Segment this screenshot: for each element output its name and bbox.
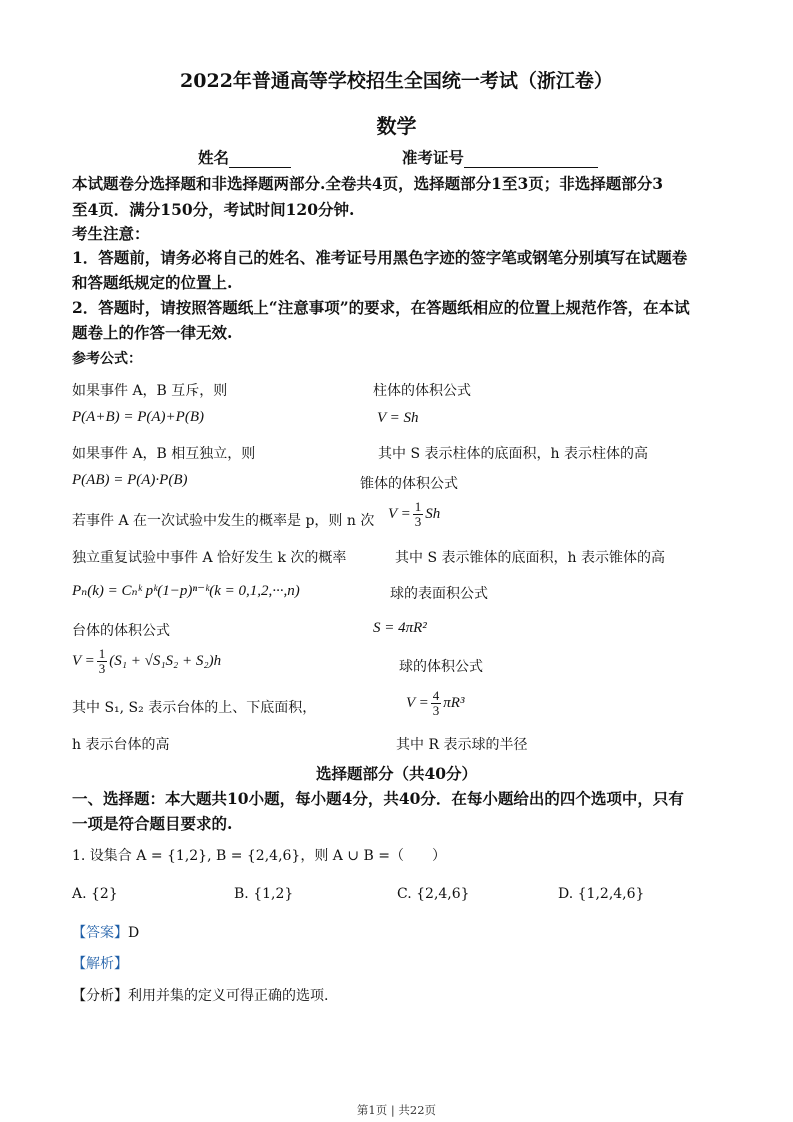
sphere-note: 其中 R 表示球的半径 <box>396 737 528 753</box>
frustum-formula <box>72 645 221 677</box>
option-b[interactable] <box>234 886 293 902</box>
cone-lhs: V = <box>388 506 411 522</box>
answer-tag: 【答案】 <box>72 925 128 941</box>
note-1-line-2: 和答题纸规定的位置上. <box>72 273 233 292</box>
cone-num: 1 <box>414 499 422 515</box>
frustum-note-2: h 表示台体的高 <box>72 737 170 753</box>
frustum-rhs: (S₁ + √S₁S₂ + S₂)h <box>109 653 222 669</box>
prism-note: 其中 S 表示柱体的底面积，h 表示柱体的高 <box>378 446 648 462</box>
candidate-row <box>198 146 598 168</box>
id-blank <box>464 151 598 168</box>
cone-formula <box>388 498 440 530</box>
option-c[interactable] <box>397 886 470 902</box>
section-title: 选择题部分（共40分） <box>315 764 478 783</box>
sphere-vol-rhs: πR³ <box>443 695 465 711</box>
frustum-text: 台体的体积公式 <box>72 623 170 639</box>
cone-text: 锥体的体积公式 <box>360 476 458 492</box>
sphere-vol-lhs: V = <box>406 695 429 711</box>
sphere-vol-text: 球的体积公式 <box>399 659 483 675</box>
page-footer: 第1页 | 共22页 <box>356 1103 437 1117</box>
option-a-label: A. <box>72 886 87 902</box>
indep-text: 如果事件 A，B 相互独立，则 <box>72 446 256 462</box>
sphere-vol-formula <box>406 687 464 719</box>
frustum-note-1: 其中 S₁, S₂ 表示台体的上、下底面积， <box>72 700 317 716</box>
frustum-den: 3 <box>98 661 106 677</box>
prism-text: 柱体的体积公式 <box>373 383 471 399</box>
cone-den: 3 <box>414 514 422 530</box>
note-1-line-1: 1．答题前，请务必将自己的姓名、准考证号用黑色字迹的签字笔或钢笔分别填写在试题卷 <box>72 248 688 267</box>
sphere-area-text: 球的表面积公式 <box>390 586 488 602</box>
mutex-formula: P(A+B) = P(A)+P(B) <box>72 409 204 425</box>
option-d-value: {1,2,4,6} <box>577 886 645 902</box>
option-d[interactable] <box>558 886 644 902</box>
frustum-lhs: V = <box>72 653 95 669</box>
option-b-value: {1,2} <box>253 886 294 902</box>
prism-formula: V = Sh <box>377 410 419 426</box>
option-a[interactable] <box>72 886 118 902</box>
bernoulli-formula: Pₙ(k) = Cₙᵏ pᵏ(1−p)ⁿ⁻ᵏ(k = 0,1,2,···,n) <box>72 583 300 599</box>
sphere-area-formula: S = 4πR² <box>373 620 427 636</box>
sphere-vol-num: 4 <box>432 688 440 704</box>
note-2-line-2: 题卷上的作答一律无效. <box>72 323 233 342</box>
fenxi-text: 利用并集的定义可得正确的选项. <box>128 988 329 1004</box>
bernoulli-text-1: 若事件 A 在一次试验中发生的概率是 p，则 n 次 <box>72 513 375 529</box>
bernoulli-text-2: 独立重复试验中事件 A 恰好发生 k 次的概率 <box>72 550 347 566</box>
section-instr-line-2: 一项是符合题目要求的. <box>72 814 233 833</box>
analysis-tag: 【解析】 <box>72 956 128 972</box>
frustum-fraction <box>97 647 108 676</box>
exam-title: 2022年普通高等学校招生全国统一考试（浙江卷） <box>180 70 613 92</box>
option-c-label: C. <box>397 886 412 902</box>
name-label: 姓名 <box>198 148 230 167</box>
fenxi-row <box>72 985 328 1005</box>
note-2-line-1: 2．答题时，请按照答题纸上“注意事项”的要求，在答题纸相应的位置上规范作答，在本试 <box>72 298 690 317</box>
subject-title: 数学 <box>376 114 417 138</box>
intro-line-1: 本试题卷分选择题和非选择题两部分.全卷共4页，选择题部分1至3页；非选择题部分3 <box>72 174 664 193</box>
sphere-vol-den: 3 <box>432 703 440 719</box>
option-c-value: {2,4,6} <box>416 886 470 902</box>
cone-fraction <box>413 500 424 529</box>
name-blank <box>229 151 291 168</box>
intro-line-2: 至4页．满分150分，考试时间120分钟. <box>72 200 355 219</box>
section-instr-line-1: 一、选择题：本大题共10小题，每小题4分，共40分．在每小题给出的四个选项中，只有 <box>72 789 684 808</box>
cone-note: 其中 S 表示锥体的底面积，h 表示锥体的高 <box>395 550 665 566</box>
fenxi-tag: 【分析】 <box>72 988 128 1004</box>
frustum-num: 1 <box>98 646 106 662</box>
option-d-label: D. <box>558 886 574 902</box>
question-1-stem: 1. 设集合 A = {1,2}, B = {2,4,6}，则 A ∪ B =（ ） <box>72 848 446 864</box>
notes-heading: 考生注意： <box>72 224 150 243</box>
sphere-vol-fraction <box>431 689 442 718</box>
cone-rhs: Sh <box>425 506 441 522</box>
option-a-value: {2} <box>91 886 118 902</box>
formulas-heading: 参考公式： <box>72 351 142 367</box>
mutex-text: 如果事件 A，B 互斥，则 <box>72 383 228 399</box>
indep-formula: P(AB) = P(A)·P(B) <box>72 472 188 488</box>
answer-value: D <box>128 925 140 941</box>
id-label: 准考证号 <box>401 148 464 167</box>
option-b-label: B. <box>234 886 249 902</box>
answer-row <box>72 922 139 942</box>
